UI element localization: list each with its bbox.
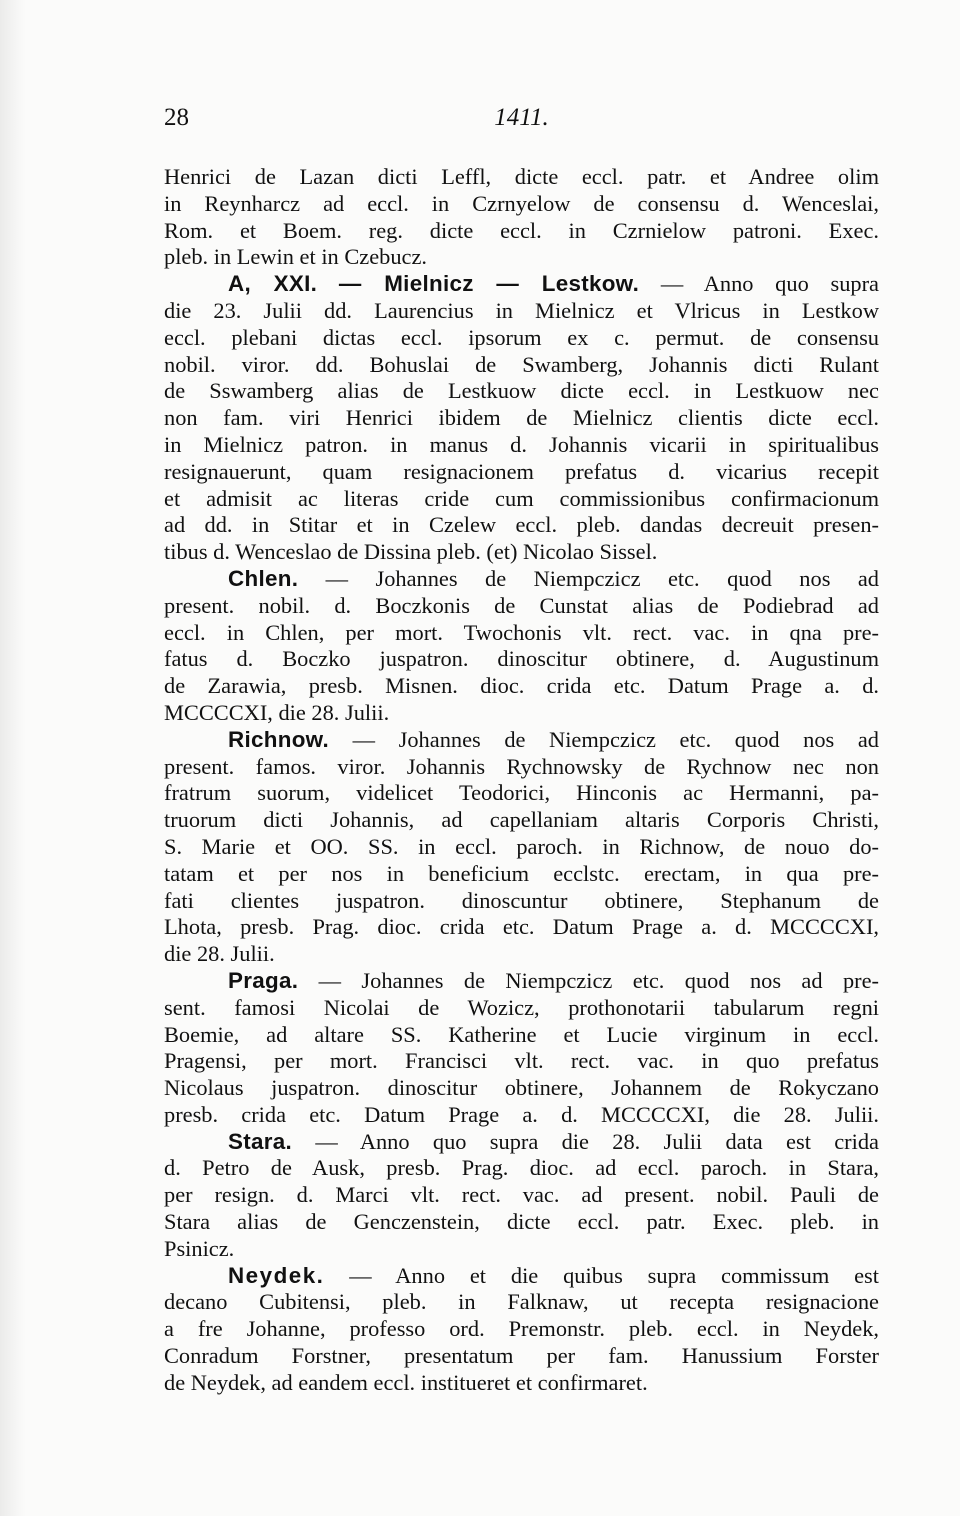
place-name-heading: Richnow. — [228, 726, 330, 752]
text-line — [164, 807, 879, 834]
text-line — [164, 888, 879, 915]
text-line — [164, 1075, 879, 1102]
text-line — [164, 1022, 879, 1049]
place-name-heading: Praga. — [228, 967, 299, 993]
line-text: Lhota, presb. Prag. dioc. crida etc. Datum Prage a. d. MCCCCXI, — [164, 914, 879, 940]
text-line — [164, 1209, 879, 1236]
text-line — [164, 512, 879, 539]
scan-shadow-edge — [0, 0, 26, 1516]
line-text: Boemie, ad altare SS. Katherine et Lucie virginum in eccl. — [164, 1021, 879, 1047]
line-text: Psinicz. — [164, 1235, 235, 1261]
line-text: tatam et per nos in beneficium ecclstc. erectam, in qua pre- — [164, 860, 879, 886]
text-line — [164, 352, 879, 379]
entry-heading-line — [164, 1129, 879, 1156]
text-line — [164, 941, 879, 968]
text-line — [164, 995, 879, 1022]
text-line — [164, 486, 879, 513]
line-text: resignauerunt, quam resignacionem prefatus d. vicarius recepit — [164, 458, 879, 484]
text-line — [164, 780, 879, 807]
text-line — [164, 1182, 879, 1209]
text-line — [164, 325, 879, 352]
line-text: truorum dicti Johannis, ad capellaniam altaris Corporis Christi, — [164, 807, 879, 833]
page-number: 28 — [164, 104, 189, 131]
line-text: fratrum suorum, videlicet Teodorici, Hinconis ac Hermanni, pa- — [164, 780, 879, 806]
text-line — [164, 834, 879, 861]
text-line — [164, 646, 879, 673]
line-text: de Neydek, ad eandem eccl. institueret et confirmaret. — [164, 1369, 648, 1395]
line-text: de Sswamberg alias de Lestkuow dicte eccl. in Lestkuow nec — [164, 378, 879, 404]
text-line — [164, 459, 879, 486]
line-text: presb. crida etc. Datum Prage a. d. MCCCCXI, die 28. Julii. — [164, 1101, 879, 1127]
text-line — [164, 1102, 879, 1129]
line-text: eccl. in Chlen, per mort. Twochonis vlt. rect. vac. in qna pre- — [164, 619, 879, 645]
text-line — [164, 1370, 879, 1397]
line-text: die 23. Julii dd. Laurencius in Mielnicz et Vlricus in Lestkow — [164, 297, 879, 323]
text-line — [164, 378, 879, 405]
line-text: sent. famosi Nicolai de Wozicz, prothonotarii tabularum regni — [164, 994, 879, 1020]
line-text: de Zarawia, presb. Misnen. dioc. crida etc. Datum Prage a. d. — [164, 673, 879, 699]
entry-heading-line — [164, 727, 879, 754]
text-line — [164, 432, 879, 459]
text-line — [164, 754, 879, 781]
line-text: d. Petro de Ausk, presb. Prag. dioc. ad eccl. paroch. in Stara, — [164, 1155, 879, 1181]
line-text: S. Marie et OO. SS. in eccl. paroch. in Richnow, de nouo do- — [164, 833, 879, 859]
line-text: nobil. viror. dd. Bohuslai de Swamberg, Johannis dicti Rulant — [164, 351, 879, 377]
text-line — [164, 1316, 879, 1343]
line-text: Rom. et Boem. reg. dicte eccl. in Czrnielow patroni. Exec. — [164, 217, 879, 243]
text-line — [164, 164, 879, 191]
line-text: Nicolaus juspatron. dinoscitur obtinere, Johannem de Rokyczano — [164, 1075, 879, 1101]
text-line — [164, 539, 879, 566]
line-text: — Johannes de Niempczicz etc. quod nos ad — [298, 565, 879, 591]
entry-heading-line — [164, 566, 879, 593]
line-text: tibus d. Wenceslao de Dissina pleb. (et) Nicolao Sissel. — [164, 539, 658, 565]
text-line — [164, 244, 879, 271]
line-text: in Mielnicz patron. in manus d. Johannis vicarii in spiritualibus — [164, 431, 879, 457]
running-header — [164, 104, 879, 140]
line-text: et admisit ac literas cride cum commissionibus confirmacionum — [164, 485, 879, 511]
line-text: in Reynharcz ad eccl. in Czrnyelow de consensu d. Wenceslai, — [164, 190, 879, 216]
text-line — [164, 1343, 879, 1370]
place-name-heading: Stara. — [228, 1128, 293, 1154]
line-text: die 28. Julii. — [164, 941, 275, 967]
place-name-heading: — Mielnicz — Lestkow. — [338, 271, 640, 297]
text-line — [164, 673, 879, 700]
text-line — [164, 593, 879, 620]
line-text: Stara alias de Genczenstein, dicte eccl. patr. Exec. pleb. in — [164, 1209, 879, 1235]
text-line — [164, 1289, 879, 1316]
text-line — [164, 405, 879, 432]
line-text: per resign. d. Marci vlt. rect. vac. ad present. nobil. Pauli de — [164, 1182, 879, 1208]
line-text: a fre Johanne, professo ord. Premonstr. pleb. eccl. in Neydek, — [164, 1316, 879, 1342]
text-line — [164, 1048, 879, 1075]
text-line — [164, 1236, 879, 1263]
text-line — [164, 191, 879, 218]
entry-heading-line — [164, 271, 879, 298]
line-text: fatus d. Boczko juspatron. dinoscitur obtinere, d. Augustinum — [164, 646, 879, 672]
line-text: present. nobil. d. Boczkonis de Cunstat alias de Podiebrad ad — [164, 592, 879, 618]
text-line — [164, 620, 879, 647]
line-text: present. famos. viror. Johannis Rychnowsky de Rychnow nec non — [164, 753, 879, 779]
line-text: — Anno et die quibus supra commissum est — [324, 1262, 879, 1288]
line-text: decano Cubitensi, pleb. in Falknaw, ut recepta resignacione — [164, 1289, 879, 1315]
line-text: MCCCCXI, die 28. Julii. — [164, 699, 390, 725]
text-line — [164, 914, 879, 941]
line-text: — Anno quo supra die 28. Julii data est crida — [292, 1128, 879, 1154]
entry-number: A, XXI. — [228, 271, 318, 297]
text-line — [164, 700, 879, 727]
entry-heading-line — [164, 1263, 879, 1290]
running-year: 1411. — [494, 104, 549, 131]
line-text: — Johannes de Niempczicz etc. quod nos ad — [329, 726, 879, 752]
line-text: Pragensi, per mort. Francisci vlt. rect. vac. in quo prefatus — [164, 1048, 879, 1074]
line-text: ad dd. in Stitar et in Czelew eccl. pleb. dandas decreuit presen- — [164, 512, 879, 538]
line-text: — Anno quo supra — [639, 271, 879, 297]
place-name-heading: Chlen. — [228, 565, 299, 591]
place-name-heading: Neydek. — [228, 1262, 325, 1288]
line-text: eccl. plebani dictas eccl. ipsorum ex c. permut. de consensu — [164, 324, 879, 350]
text-line — [164, 1155, 879, 1182]
text-line — [164, 861, 879, 888]
line-text: — Johannes de Niempczicz etc. quod nos ad pre- — [298, 967, 879, 993]
line-text: fati clientes juspatron. dinoscuntur obtinere, Stephanum de — [164, 887, 879, 913]
text-line — [164, 298, 879, 325]
body-text — [164, 164, 879, 1397]
line-text: pleb. in Lewin et in Czebucz. — [164, 244, 428, 270]
line-text: Henrici de Lazan dicti Leffl, dicte eccl. patr. et Andree olim — [164, 164, 879, 189]
line-text: non fam. viri Henrici ibidem de Mielnicz clientis dicte eccl. — [164, 405, 879, 431]
line-text: Conradum Forstner, presentatum per fam. Hanussium Forster — [164, 1343, 879, 1369]
entry-heading-line — [164, 968, 879, 995]
text-line — [164, 218, 879, 245]
